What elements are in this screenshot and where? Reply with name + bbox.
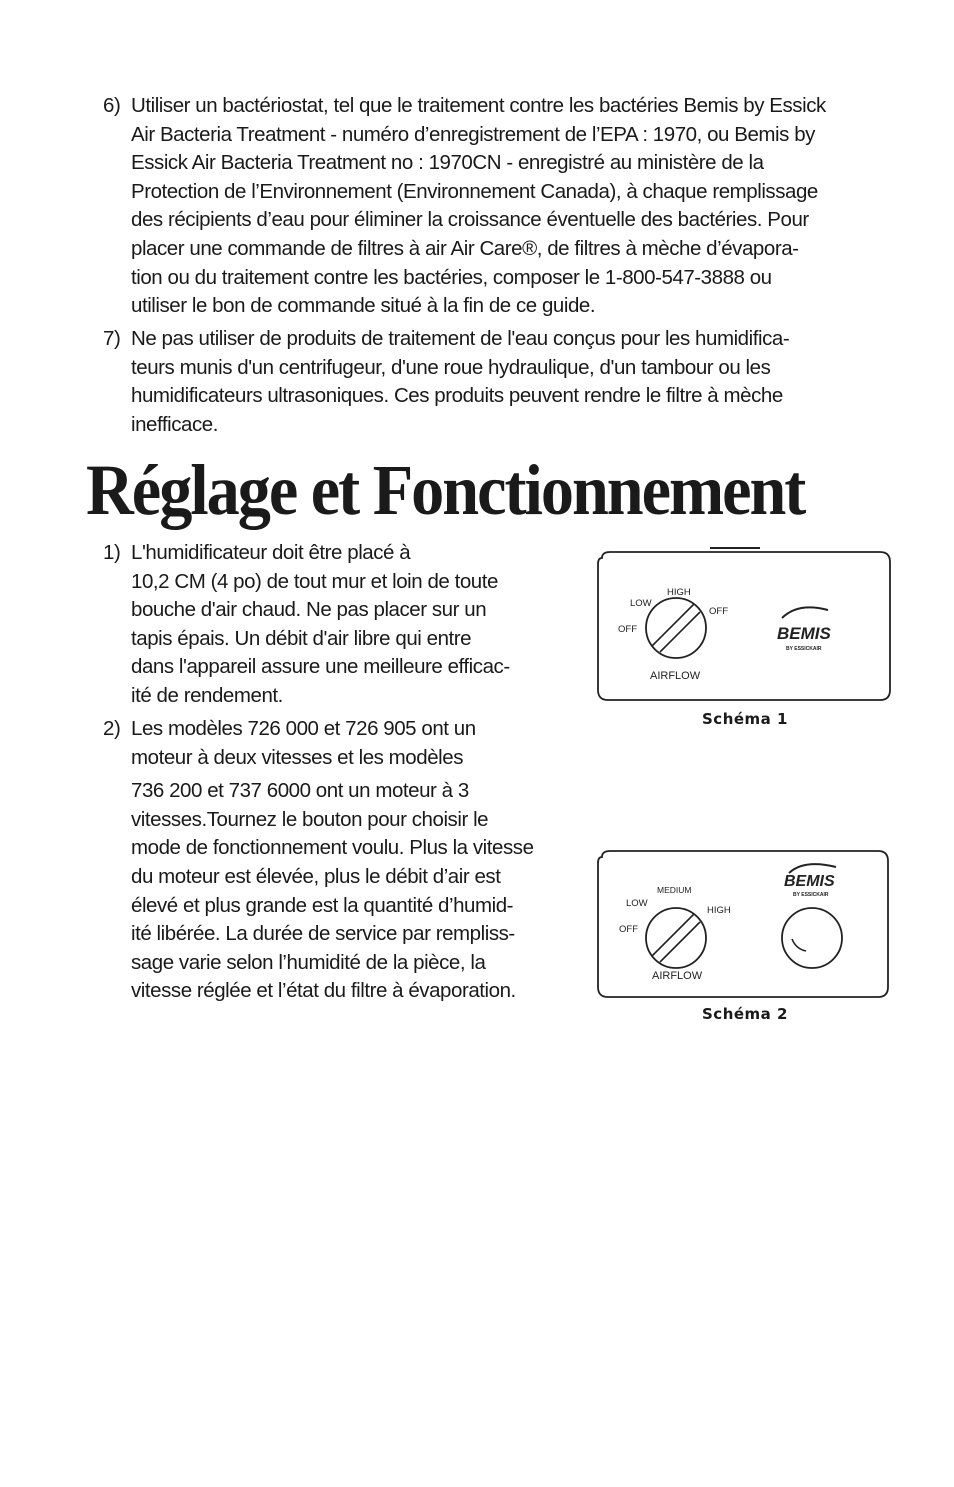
label-airflow: AIRFLOW [650,670,701,682]
control-panel-diagram-2 [590,845,900,1010]
list-item-1 [103,539,573,711]
label-low: LOW [630,598,652,609]
label-medium: MEDIUM [657,885,692,895]
control-panel-diagram-1 [590,540,900,710]
bemis-logo [777,607,832,652]
panel-outline [598,552,890,700]
svg-text:BY ESSICKAIR: BY ESSICKAIR [786,646,822,652]
label-airflow: AIRFLOW [652,970,703,982]
label-off-left: OFF [618,624,637,635]
figure-caption-2: Schéma 2 [702,1005,788,1023]
label-high: HIGH [667,587,691,598]
item-text: Utiliser un bactériostat, tel que le traitement contre les bactéries Bemis by Essick Air Bacteria Treatment - numéro d’enregistrement de l’EPA : 1970, ou Bemis by Essick Air Bacteria Treatment no : 1970CN - enregistré au ministère de la Protection de l’Environnement (Environnement Canada), à chaque remplissage des récipients d’eau pour éliminer la croissance éventuelle des bactéries. Pour placer une commande de filtres à air Air Care®, de filtres à mèche d’évapora- tion ou du traitement contre les bactéries, composer le 1-800-547-3888 ou utiliser le bon de commande situé à la fin de ce guide. [131,94,826,318]
section-title: Réglage et Fonctionnement [86,450,805,530]
item-text-b: 736 200 et 737 6000 ont un moteur à 3 vitesses.Tournez le bouton pour choisir le mode de fonctionnement voulu. Plus la vitesse du moteur est élevée, plus le débit d’air est élevé et plus grande est la quantité d’humid- ité libérée. La durée de service par rempliss- sage varie selon l’humidité de la pièce, la vitesse réglée et l’état du filtre à évaporation. [131,779,534,1003]
list-item-2 [103,715,573,1006]
item-number: 1) [103,541,121,564]
list-item-7 [103,325,923,439]
item-number: 7) [103,327,121,350]
item-number: 2) [103,717,121,740]
item-number: 6) [103,94,121,117]
bemis-logo [784,864,836,898]
item-text: Ne pas utiliser de produits de traitement de l'eau conçus pour les humidifica- teurs munis d'un centrifugeur, d'une roue hydraulique, d'un tambour ou les humidificateurs ultrasoniques. Ces produits peuvent rendre le filtre à mèche inefficace. [131,327,790,436]
label-off-right: OFF [709,606,728,617]
label-low: LOW [626,898,648,909]
label-off: OFF [619,924,638,935]
airflow-knob [646,908,706,968]
panel-outline [598,851,888,997]
list-item-6 [103,92,923,321]
humidistat-knob [782,908,842,968]
figure-caption-1: Schéma 1 [702,710,788,728]
svg-text:BEMIS: BEMIS [777,624,831,643]
label-high: HIGH [707,905,731,916]
item-text-a: Les modèles 726 000 et 726 905 ont un moteur à deux vitesses et les modèles [131,717,476,769]
airflow-knob [646,598,706,658]
item-text: L'humidificateur doit être placé à 10,2 CM (4 po) de tout mur et loin de toute bouche d'air chaud. Ne pas placer sur un tapis épais. Un débit d'air libre qui entre dans l'appareil assure une meilleure efficac- ité de rendement. [131,541,510,707]
svg-text:BY ESSICKAIR: BY ESSICKAIR [793,892,829,898]
svg-text:BEMIS: BEMIS [784,873,835,890]
